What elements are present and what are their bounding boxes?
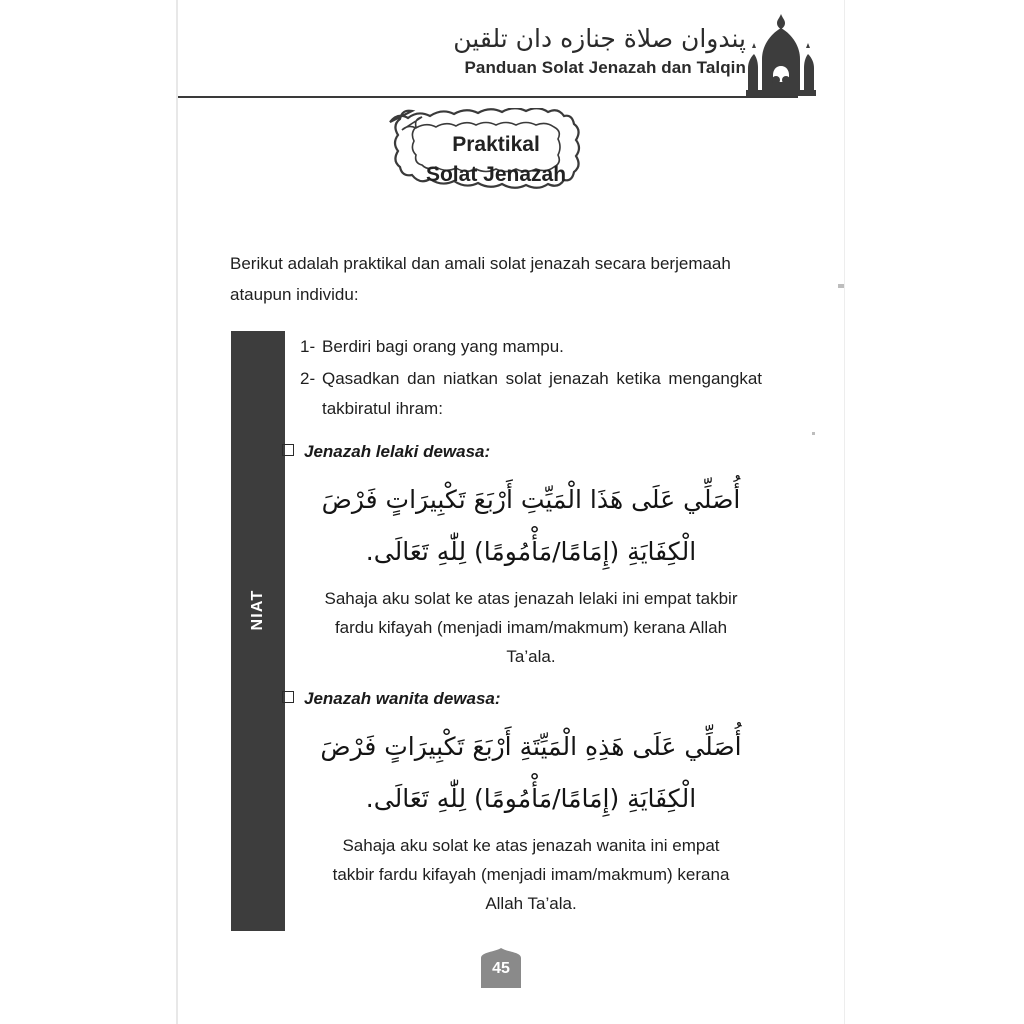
scan-artifact	[812, 432, 815, 435]
subsection-heading-male	[282, 442, 762, 462]
subsection-heading-female-text: Jenazah wanita dewasa:	[304, 689, 501, 708]
list-item	[300, 332, 762, 362]
niat-sidebar-label: NIAT	[249, 589, 266, 631]
square-bullet-icon	[282, 444, 294, 456]
translation-female: Sahaja aku solat ke atas jenazah wanita ini empat takbir fardu kifayah (menjadi imam/makmum) kerana Allah Ta’ala.	[332, 836, 730, 913]
square-bullet-icon	[282, 691, 294, 703]
subsection-heading-female	[282, 689, 762, 709]
page-number-badge	[477, 948, 525, 988]
main-content	[300, 332, 762, 918]
book-page	[178, 0, 844, 1024]
chapter-title-line2: Solat Jenazah	[425, 163, 567, 186]
arabic-niat-female: أُصَلِّي عَلَى هَذِهِ الْمَيِّتَةِ أَرْبَعَ تَكْبِيرَاتٍ فَرْضَ الْكِفَايَةِ (إِمَامًا/مَأْمُومًا) لِلّٰهِ تَعَالَى.	[320, 732, 742, 813]
chapter-title-line1: Praktikal	[452, 133, 540, 156]
chapter-title-text	[376, 130, 616, 190]
chapter-title-plaque	[376, 108, 616, 208]
niat-sidebar	[231, 331, 285, 931]
header-arabic-title: پندوان صلاة جنازه دان تلقين	[453, 24, 746, 53]
header-titles	[316, 22, 746, 78]
page-number-text: 45	[492, 960, 510, 977]
intro-paragraph: Berikut adalah praktikal dan amali solat jenazah secara berjemaah ataupun individu:	[230, 254, 731, 304]
scan-artifact	[838, 284, 844, 288]
list-item-marker: 2-	[300, 369, 316, 388]
header-divider	[178, 96, 798, 98]
translation-male: Sahaja aku solat ke atas jenazah lelaki ini empat takbir fardu kifayah (menjadi imam/makmum) kerana Allah Ta’ala.	[324, 589, 738, 666]
subsection-heading-male-text: Jenazah lelaki dewasa:	[304, 442, 491, 461]
arabic-niat-male: أُصَلِّي عَلَى هَذَا الْمَيِّتِ أَرْبَعَ تَكْبِيرَاتٍ فَرْضَ الْكِفَايَةِ (إِمَامًا/مَأْمُومًا) لِلّٰهِ تَعَالَى.	[321, 485, 741, 566]
list-item-text: Berdiri bagi orang yang mampu.	[322, 337, 564, 356]
page-header	[178, 8, 844, 96]
list-item	[300, 364, 762, 424]
mosque-icon	[740, 10, 822, 98]
list-item-marker: 1-	[300, 337, 316, 356]
header-latin-title: Panduan Solat Jenazah dan Talqin	[464, 58, 746, 77]
list-item-text: Qasadkan dan niatkan solat jenazah ketika mengangkat takbiratul ihram:	[322, 369, 762, 418]
